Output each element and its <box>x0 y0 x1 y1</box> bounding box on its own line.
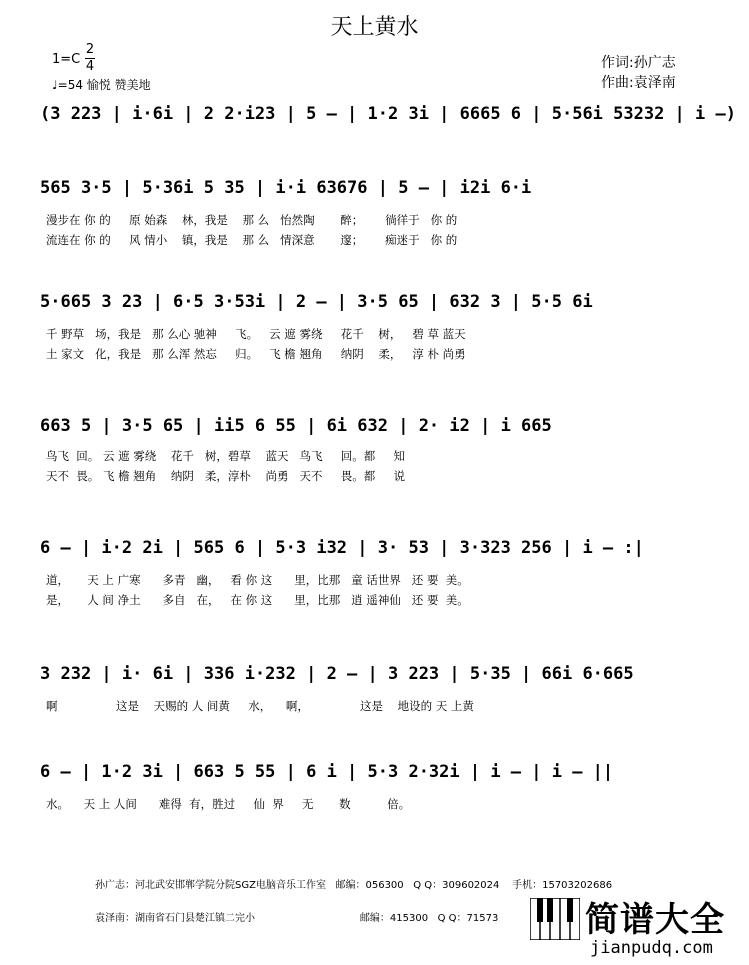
footer-contact-2: 袁泽南：湖南省石门县楚江镇二完小 邮编：415300 Q Q：71573 <box>95 913 499 924</box>
lyric-verse-2: 土 家文 化，我是 那 么浑 然忘 归。 飞 檐 翘角 纳阴 柔， 淳 朴 尚勇 <box>46 347 466 361</box>
score-row <box>40 178 741 247</box>
lyric-verse-1: 漫步在 你 的 原 始森 林，我是 那 么 怡然陶 醉； 徜徉于 你 的 <box>46 213 458 227</box>
lyric-verse-1: 道， 天 上 广寒 多青 幽， 看 你 这 里，比那 童 话世界 还 要 美。 <box>46 573 469 587</box>
lyric-verse-1: 鸟飞 回。 云 遮 雾绕 花千 树，碧草 蓝天 鸟飞 回。都 知 <box>46 449 406 463</box>
score-row-intro <box>40 104 741 134</box>
logo-url[interactable]: jianpudq.com <box>590 938 713 958</box>
score-row <box>40 664 741 713</box>
song-title: 天上黄水 <box>330 15 419 40</box>
lyric-verse-2: 是， 人 间 净土 多自 在， 在 你 这 里，比那 逍 遥神仙 还 要 美。 <box>46 593 469 607</box>
lyric-verse-1: 啊 这是 天赐的 人 间黄 水， 啊， 这是 地设的 天 上黄 <box>46 699 474 713</box>
footer-contact-1: 孙广志：河北武安邯郸学院分院SGZ电脑音乐工作室 邮编：056300 Q Q：309602024 手机：15703202686 <box>95 880 613 891</box>
logo-text: 简谱大全 <box>585 900 725 940</box>
score-row <box>40 762 741 811</box>
tempo-marking: ♩=54 愉悦 赞美地 <box>52 78 151 92</box>
time-signature-top: 2 <box>85 42 95 57</box>
score-row <box>40 416 741 483</box>
site-logo[interactable] <box>530 892 745 962</box>
lyric-verse-2: 天不 畏。 飞 檐 翘角 纳阴 柔，淳朴 尚勇 天不 畏。都 说 <box>46 469 406 483</box>
piano-keys-icon <box>530 898 580 940</box>
notation-line: 5·665 3 23 | 6·5 3·53i | 2 – | 3·5 65 | 632 3 | 5·5 6i <box>40 292 593 312</box>
time-signature <box>85 42 95 75</box>
lyric-verse-2: 流连在 你 的 风 情小 镇，我是 那 么 情深意 邃； 痴迷于 你 的 <box>46 233 458 247</box>
notation-line: 6 – | i·2 2i | 565 6 | 5·3 i32 | 3· 53 | 3·323 256 | i – :| <box>40 538 644 558</box>
score-row <box>40 292 741 361</box>
notation-line: 3 232 | i· 6i | 336 i·232 | 2 – | 3 223 | 5·35 | 66i 6·665 <box>40 664 634 684</box>
composer-credit: 作曲:袁泽南 <box>601 75 676 91</box>
lyricist-credit: 作词:孙广志 <box>601 55 676 71</box>
score-row <box>40 538 741 607</box>
time-signature-bottom: 4 <box>85 59 95 74</box>
lyric-verse-1: 水。 天 上 人间 难得 有，胜过 仙 界 无 数 倍。 <box>46 797 411 811</box>
notation-line: (3 223 | i·6i | 2 2·i23 | 5 – | 1·2 3i | 6665 6 | 5·56i 53232 | i –) <box>40 104 736 124</box>
lyric-verse-1: 千 野草 场，我是 那 么心 驰神 飞。 云 遮 雾绕 花千 树， 碧 草 蓝天 <box>46 327 466 341</box>
key-signature: 1=C <box>52 52 81 67</box>
notation-line: 565 3·5 | 5·36i 5 35 | i·i 63676 | 5 – | i2i 6·i <box>40 178 532 198</box>
notation-line: 6 – | 1·2 3i | 663 5 55 | 6 i | 5·3 2·32i | i – | i – || <box>40 762 614 782</box>
notation-line: 663 5 | 3·5 65 | ii5 6 55 | 6i 632 | 2· i2 | i 665 <box>40 416 552 436</box>
